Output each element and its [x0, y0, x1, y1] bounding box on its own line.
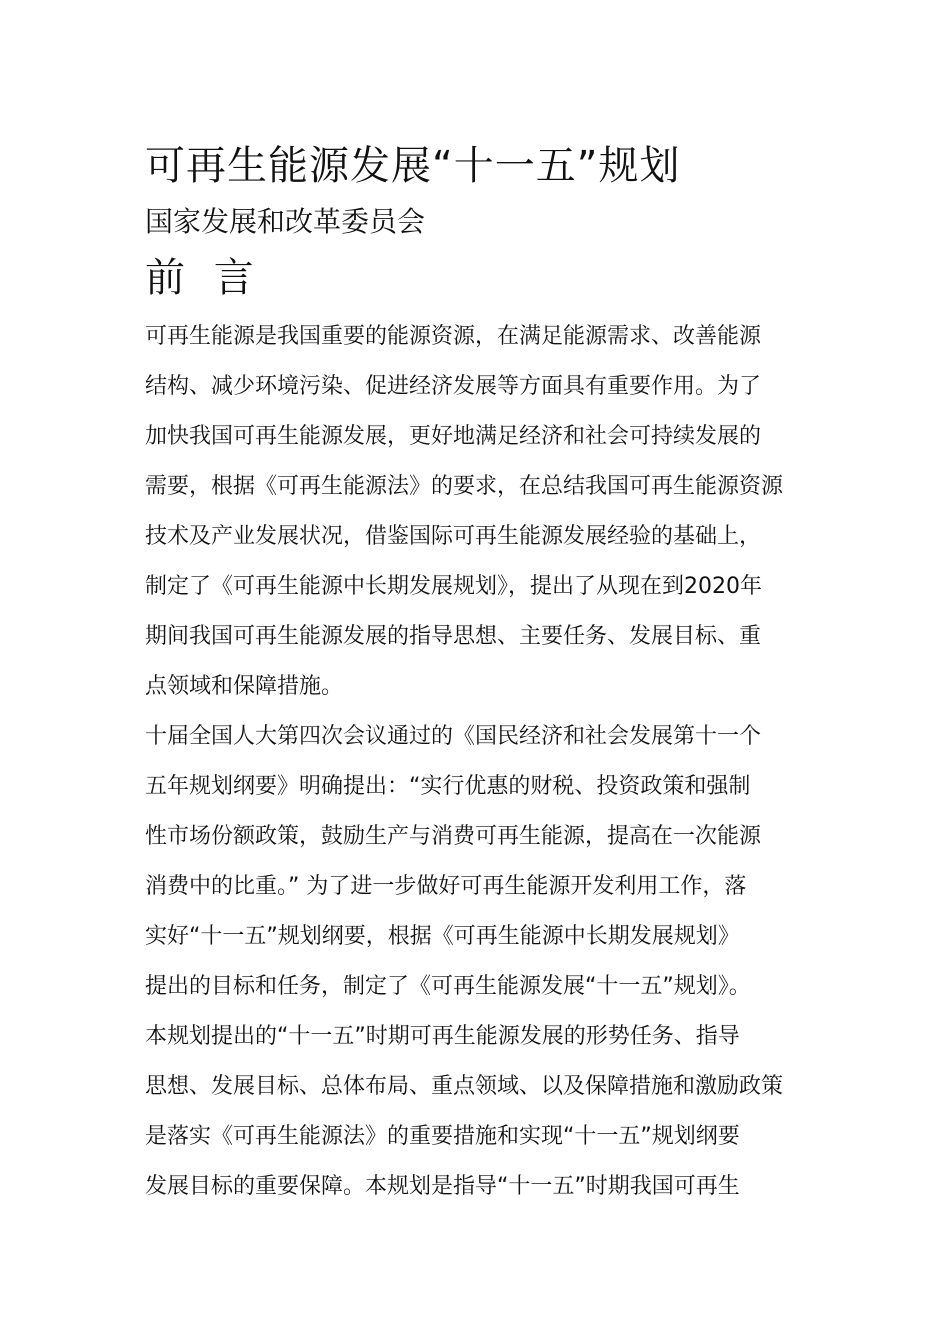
section-heading-preface: 前 言	[145, 255, 262, 301]
paragraph-line: 发展目标的重要保障。本规划是指导“十一五”时期我国可再生	[145, 1174, 740, 1199]
paragraph-1	[145, 312, 810, 712]
paragraph-line: 性市场份额政策，鼓励生产与消费可再生能源，提高在一次能源	[145, 824, 762, 849]
paragraph-line: 制定了《可再生能源中长期发展规划》，提出了从现在到2020年	[145, 574, 762, 599]
paragraph-line: 思想、发展目标、总体布局、重点领域、以及保障措施和激励政策	[145, 1074, 784, 1099]
paragraph-line: 十届全国人大第四次会议通过的《国民经济和社会发展第十一个	[145, 724, 762, 749]
paragraph-line: 提出的目标和任务，制定了《可再生能源发展“十一五”规划》。	[145, 974, 751, 999]
paragraph-line: 结构、减少环境污染、促进经济发展等方面具有重要作用。为了	[145, 374, 762, 399]
paragraph-line: 可再生能源是我国重要的能源资源，在满足能源需求、改善能源	[145, 324, 762, 349]
paragraph-line: 消费中的比重。” 为了进一步做好可再生能源开发利用工作，落	[145, 874, 747, 899]
document-title: 可再生能源发展“十一五”规划	[145, 143, 681, 189]
paragraph-line: 期间我国可再生能源发展的指导思想、主要任务、发展目标、重	[145, 624, 762, 649]
paragraph-line: 五年规划纲要》明确提出：“实行优惠的财税、投资政策和强制	[145, 774, 751, 799]
paragraph-line: 技术及产业发展状况，借鉴国际可再生能源发展经验的基础上，	[145, 524, 762, 549]
paragraph-line: 本规划提出的“十一五”时期可再生能源发展的形势任务、指导	[145, 1024, 740, 1049]
paragraph-line: 点领域和保障措施。	[145, 674, 344, 699]
paragraph-line: 是落实《可再生能源法》的重要措施和实现“十一五”规划纲要	[145, 1124, 740, 1149]
issuing-authority: 国家发展和改革委员会	[145, 205, 426, 238]
paragraph-line: 加快我国可再生能源发展，更好地满足经济和社会可持续发展的	[145, 424, 762, 449]
paragraph-line: 实好“十一五”规划纲要，根据《可再生能源中长期发展规划》	[145, 924, 740, 949]
paragraph-2	[145, 712, 810, 1212]
document-content	[145, 140, 810, 1212]
paragraph-line: 需要，根据《可再生能源法》的要求，在总结我国可再生能源资源	[145, 474, 784, 499]
